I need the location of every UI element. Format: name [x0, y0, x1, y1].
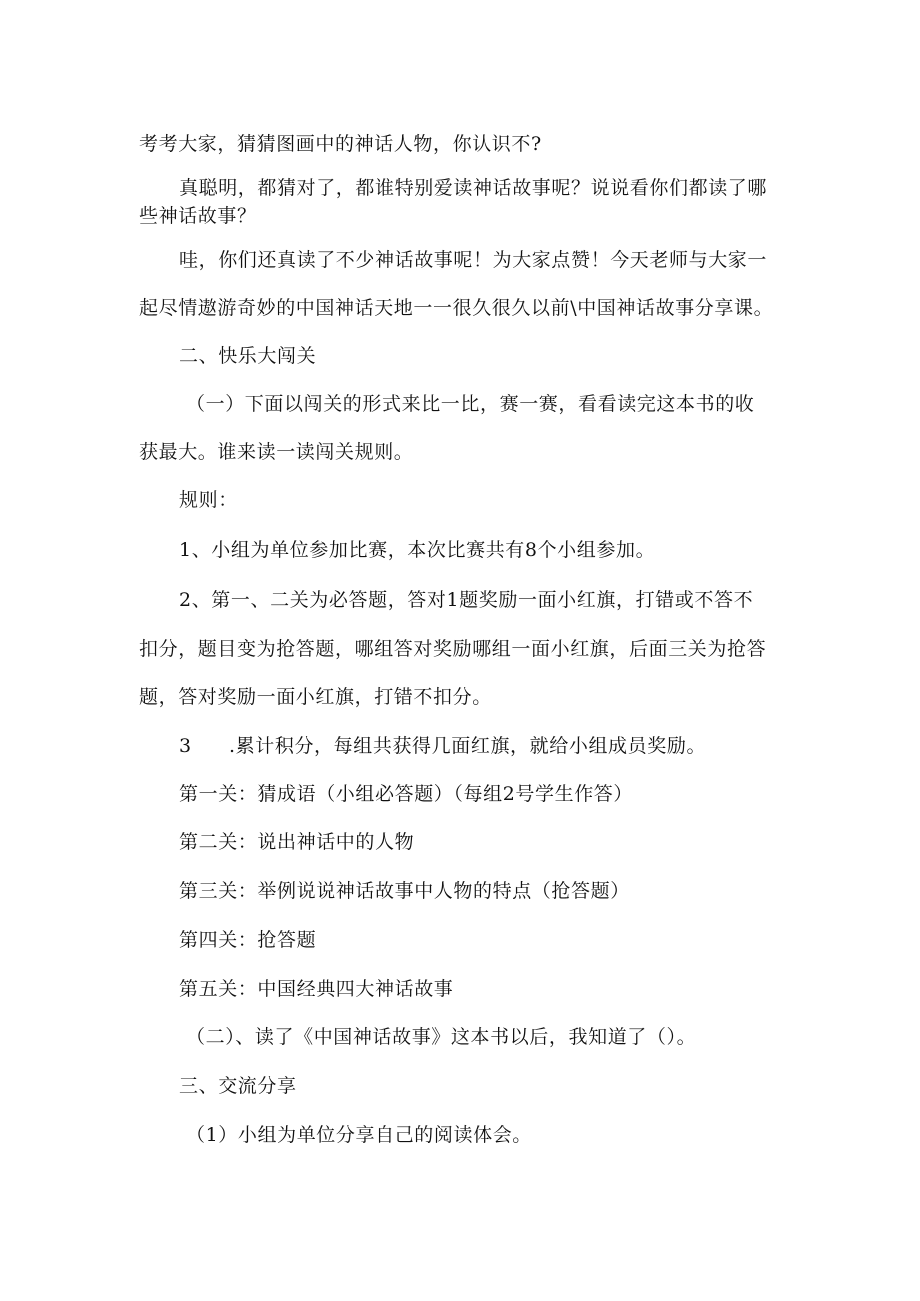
- level-item: 第二关：说出神话中的人物: [179, 831, 415, 853]
- rule-item: .累计积分，每组共获得几面红旗，就给小组成员奖励。: [229, 735, 707, 757]
- rule-item: 1、小组为单位参加比赛，本次比赛共有8个小组参加。: [179, 539, 656, 561]
- rule-number: 3: [179, 735, 192, 757]
- text-line: 规则：: [179, 489, 238, 511]
- text-line: （一）下面以闯关的形式来比一比，赛一赛，看看读完这本书的收: [186, 393, 755, 415]
- text-line: 哇，你们还真读了不少神话故事呢！为大家点赞！今天老师与大家一: [179, 249, 768, 271]
- level-item: 第一关：猜成语（小组必答题）（每组2号学生作答）: [179, 783, 633, 805]
- text-line: 些神话故事？: [139, 205, 257, 227]
- level-item: 第四关：抢答题: [179, 929, 317, 951]
- text-line: 考考大家，猜猜图画中的神话人物，你认识不?: [139, 133, 542, 155]
- text-line: （1）小组为单位分享自己的阅读体会。: [186, 1124, 532, 1146]
- section-heading: 二、快乐大闯关: [179, 345, 317, 367]
- text-line: 扣分，题目变为抢答题，哪组答对奖励哪组一面小红旗，后面三关为抢答: [139, 638, 767, 660]
- text-line: 获最大。谁来读一读闯关规则。: [139, 441, 414, 463]
- level-item: 第五关：中国经典四大神话故事: [179, 978, 454, 1000]
- text-line: 起尽情遨游奇妙的中国神话天地一一很久很久以前\中国神话故事分享课。: [139, 297, 774, 319]
- text-line: （二）、读了《中国神话故事》这本书以后，我知道了（）。: [186, 1026, 697, 1048]
- rule-item: 2、第一、二关为必答题，答对1题奖励一面小红旗，打错或不答不: [179, 589, 754, 611]
- text-line: 题，答对奖励一面小红旗，打错不扣分。: [139, 686, 492, 708]
- section-heading: 三、交流分享: [179, 1075, 297, 1097]
- level-item: 第三关：举例说说神话故事中人物的特点（抢答题）: [179, 880, 630, 902]
- text-line: 真聪明，都猜对了，都谁特别爱读神话故事呢？说说看你们都读了哪: [179, 177, 768, 199]
